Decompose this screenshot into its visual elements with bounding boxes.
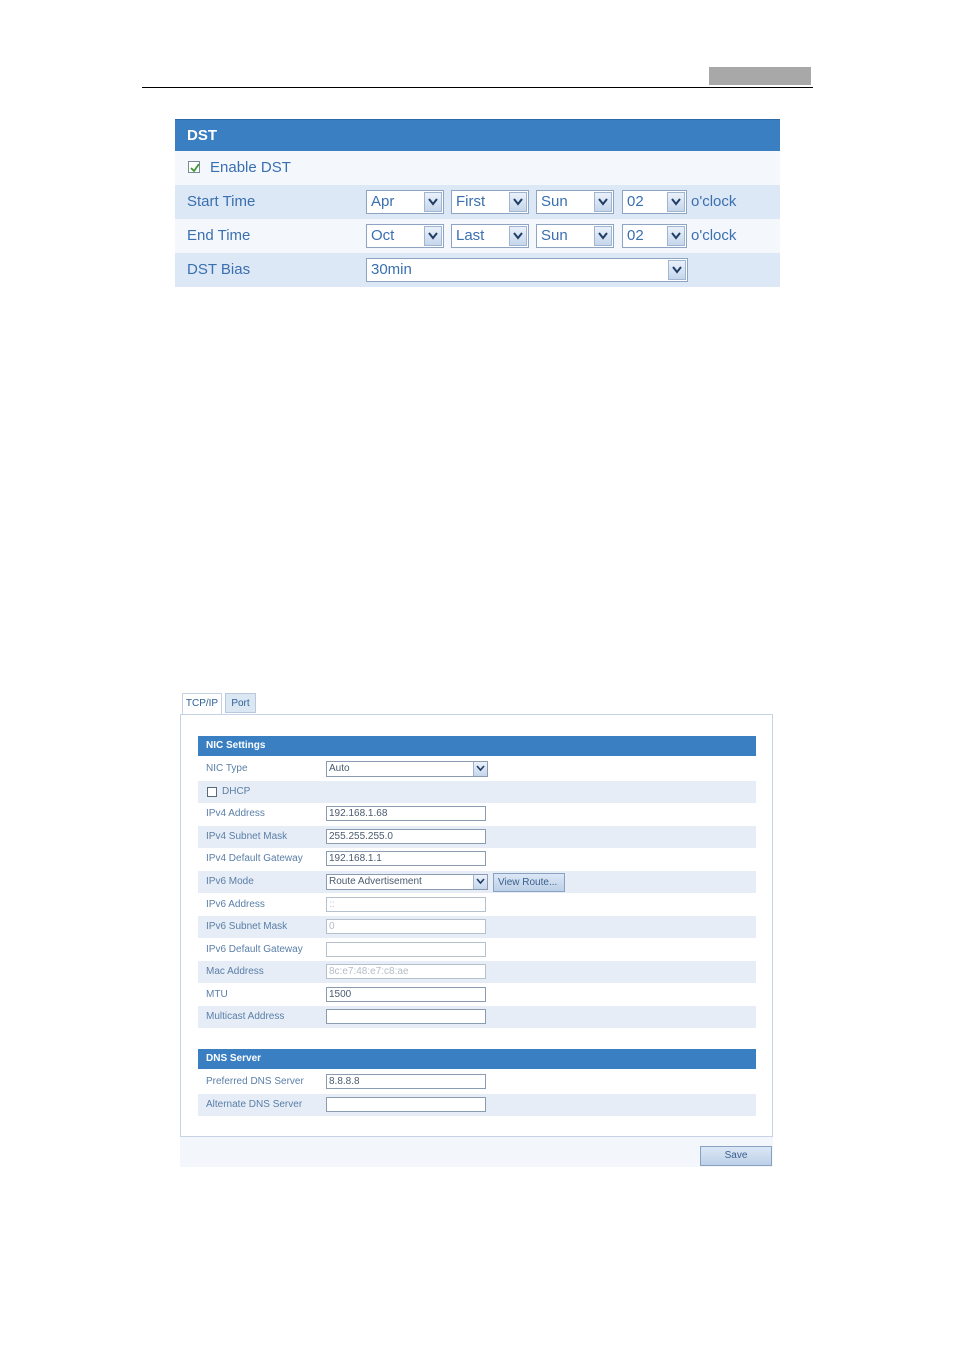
multicast-label: Multicast Address bbox=[206, 1011, 285, 1022]
save-button[interactable]: Save bbox=[700, 1146, 772, 1166]
nic-type-label: NIC Type bbox=[206, 763, 248, 774]
end-oclock-label: o'clock bbox=[691, 227, 737, 244]
chevron-down-icon bbox=[667, 192, 685, 212]
ipv4-mask-row bbox=[198, 826, 756, 848]
chevron-down-icon bbox=[594, 192, 612, 212]
dhcp-row bbox=[198, 781, 756, 803]
ipv4-address-label: IPv4 Address bbox=[206, 808, 265, 819]
mtu-input[interactable]: 1500 bbox=[326, 987, 486, 1002]
start-week-select[interactable] bbox=[451, 190, 529, 214]
dhcp-checkbox[interactable] bbox=[207, 787, 217, 797]
enable-dst-checkbox[interactable] bbox=[188, 161, 200, 173]
network-settings-body bbox=[180, 714, 773, 1137]
mtu-row bbox=[198, 984, 756, 1006]
header-rule bbox=[142, 87, 813, 88]
start-time-label: Start Time bbox=[187, 193, 256, 210]
nic-settings-title: NIC Settings bbox=[198, 736, 756, 756]
end-week-value: Last bbox=[456, 227, 485, 244]
chevron-down-icon bbox=[667, 226, 685, 246]
ipv6-mode-select[interactable] bbox=[326, 874, 488, 890]
chevron-down-icon bbox=[424, 226, 442, 246]
check-icon bbox=[189, 162, 201, 174]
multicast-input[interactable] bbox=[326, 1009, 486, 1024]
dns-alternate-row bbox=[198, 1094, 756, 1116]
mtu-label: MTU bbox=[206, 989, 228, 1000]
dst-bias-label: DST Bias bbox=[187, 261, 251, 278]
ipv4-address-row bbox=[198, 803, 756, 825]
ipv6-mask-input[interactable]: 0 bbox=[326, 919, 486, 934]
tab-tcpip[interactable]: TCP/IP bbox=[182, 693, 222, 715]
ipv6-mode-label: IPv6 Mode bbox=[206, 876, 254, 887]
chevron-down-icon bbox=[509, 192, 527, 212]
start-week-value: First bbox=[456, 193, 486, 210]
enable-dst-label: Enable DST bbox=[210, 159, 291, 176]
ipv4-mask-label: IPv4 Subnet Mask bbox=[206, 831, 288, 842]
end-time-label: End Time bbox=[187, 227, 251, 244]
nic-type-row bbox=[198, 758, 756, 780]
end-time-row bbox=[175, 219, 780, 253]
start-hour-select[interactable] bbox=[622, 190, 687, 214]
ipv6-address-row bbox=[198, 894, 756, 916]
network-footer bbox=[180, 1137, 773, 1167]
end-month-value: Oct bbox=[371, 227, 395, 244]
ipv4-mask-input[interactable]: 255.255.255.0 bbox=[326, 829, 486, 844]
dst-bias-row bbox=[175, 253, 780, 287]
ipv6-address-label: IPv6 Address bbox=[206, 899, 265, 910]
dns-preferred-row bbox=[198, 1071, 756, 1093]
chevron-down-icon bbox=[668, 260, 686, 280]
chevron-down-icon bbox=[594, 226, 612, 246]
ipv4-address-input[interactable]: 192.168.1.68 bbox=[326, 806, 486, 821]
dst-title: DST bbox=[175, 119, 780, 151]
enable-dst-row bbox=[175, 151, 780, 185]
chevron-down-icon bbox=[509, 226, 527, 246]
dst-bias-value: 30min bbox=[371, 261, 412, 278]
multicast-row bbox=[198, 1006, 756, 1028]
mac-address-input[interactable]: 8c:e7:48:e7:c8:ae bbox=[326, 964, 486, 979]
end-hour-select[interactable] bbox=[622, 224, 687, 248]
chevron-down-icon bbox=[473, 762, 487, 776]
start-day-value: Sun bbox=[541, 193, 568, 210]
start-hour-value: 02 bbox=[627, 193, 644, 210]
dns-preferred-label: Preferred DNS Server bbox=[206, 1076, 304, 1087]
start-month-value: Apr bbox=[371, 193, 395, 210]
ipv6-gateway-label: IPv6 Default Gateway bbox=[206, 944, 303, 955]
dns-server-title: DNS Server bbox=[198, 1049, 756, 1069]
tab-bar bbox=[180, 690, 773, 714]
end-day-select[interactable] bbox=[536, 224, 614, 248]
dns-alternate-label: Alternate DNS Server bbox=[206, 1099, 303, 1110]
ipv6-address-input[interactable]: :: bbox=[326, 897, 486, 912]
ipv4-gateway-label: IPv4 Default Gateway bbox=[206, 853, 303, 864]
end-week-select[interactable] bbox=[451, 224, 529, 248]
mac-address-row bbox=[198, 961, 756, 983]
ipv4-gateway-row bbox=[198, 848, 756, 870]
ipv6-mask-row bbox=[198, 916, 756, 938]
network-panel bbox=[180, 690, 773, 1167]
dns-alternate-input[interactable] bbox=[326, 1097, 486, 1112]
tab-port[interactable]: Port bbox=[225, 693, 256, 713]
ipv6-mask-label: IPv6 Subnet Mask bbox=[206, 921, 288, 932]
start-time-row bbox=[175, 185, 780, 219]
dst-bias-select[interactable] bbox=[366, 258, 688, 282]
ipv6-gateway-input[interactable] bbox=[326, 942, 486, 957]
header-gray-bar bbox=[709, 67, 811, 85]
ipv6-mode-row bbox=[198, 871, 756, 893]
chevron-down-icon bbox=[424, 192, 442, 212]
mac-address-label: Mac Address bbox=[206, 966, 264, 977]
end-day-value: Sun bbox=[541, 227, 568, 244]
dns-preferred-input[interactable]: 8.8.8.8 bbox=[326, 1074, 486, 1089]
ipv6-gateway-row bbox=[198, 939, 756, 961]
start-day-select[interactable] bbox=[536, 190, 614, 214]
end-hour-value: 02 bbox=[627, 227, 644, 244]
start-oclock-label: o'clock bbox=[691, 193, 737, 210]
ipv4-gateway-input[interactable]: 192.168.1.1 bbox=[326, 851, 486, 866]
start-month-select[interactable] bbox=[366, 190, 444, 214]
view-route-button[interactable]: View Route... bbox=[493, 873, 565, 892]
chevron-down-icon bbox=[473, 875, 487, 889]
end-month-select[interactable] bbox=[366, 224, 444, 248]
dhcp-label: DHCP bbox=[222, 786, 251, 797]
dst-panel bbox=[175, 119, 780, 287]
nic-type-value: Auto bbox=[329, 763, 350, 774]
nic-type-select[interactable] bbox=[326, 761, 488, 777]
ipv6-mode-value: Route Advertisement bbox=[329, 876, 422, 887]
